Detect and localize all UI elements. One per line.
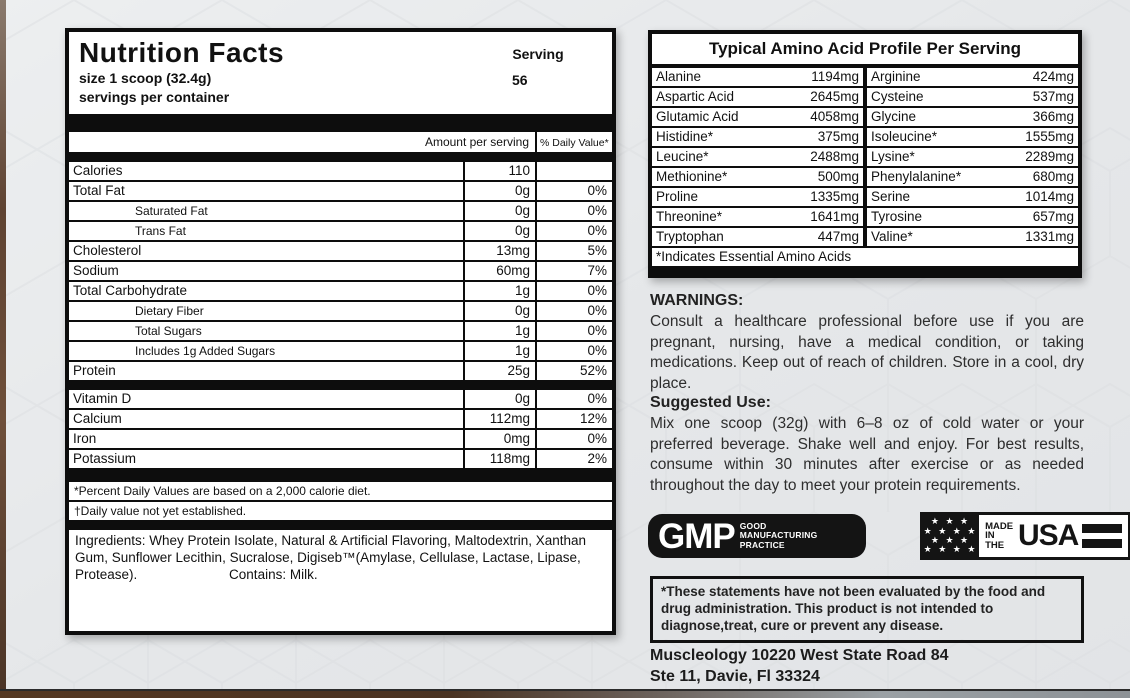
gmp-badge-icon (648, 514, 866, 558)
nutrient-amount: 1g (465, 322, 535, 340)
nutrient-rows (69, 162, 612, 380)
amino-acid-name: Methionine* (656, 169, 728, 184)
footnote-row: †Daily value not yet established. (69, 502, 612, 520)
table-row (69, 362, 612, 380)
serving-count: 56 (512, 72, 528, 88)
suggested-use-section (650, 394, 1084, 496)
thick-separator (69, 520, 612, 530)
amino-acid-name: Phenylalanine* (871, 169, 962, 184)
nutrient-amount: 0g (465, 302, 535, 320)
fda-disclaimer-box: *These statements have not been evaluated by the food and drug administration. This product is not intended to diagnose,treat, cure or prevent any disease. (650, 576, 1084, 643)
amino-acid-name: Tryptophan (656, 229, 724, 244)
suggested-use-heading: Suggested Use: (650, 394, 771, 411)
nutrient-daily-value: 0% (537, 182, 612, 200)
amount-per-serving-header: Amount per serving (69, 132, 535, 152)
amino-acid-cell (867, 148, 1078, 166)
nutrient-label: Total Fat (69, 182, 463, 200)
separator (69, 152, 612, 162)
amino-acid-value: 1335mg (810, 189, 859, 204)
amino-acid-cell (867, 228, 1078, 246)
made-in-usa-text (979, 512, 1130, 560)
certification-badges (648, 512, 1100, 562)
nutrient-label: Saturated Fat (69, 202, 463, 220)
nutrient-label: Protein (69, 362, 463, 380)
ingredients-text: Ingredients: Whey Protein Isolate, Natural & Artificial Flavoring, Maltodextrin, Xanthan Gum, Sunflower Lecithin, Sucralose, Digiseb™(Amylase, Cellulase, Lactase, Lipase, Protease). (75, 533, 586, 582)
nutrient-amount: 25g (465, 362, 535, 380)
amino-acid-value: 2645mg (810, 89, 859, 104)
thick-separator (69, 468, 612, 482)
amino-acid-name: Serine (871, 189, 911, 204)
table-row (69, 302, 612, 320)
table-row (69, 162, 612, 180)
gmp-caption: GOOD MANUFACTURING PRACTICE (739, 520, 818, 550)
amino-acid-footer: *Indicates Essential Amino Acids (652, 248, 1078, 266)
amino-acid-cell (867, 188, 1078, 206)
table-row (69, 390, 612, 408)
nutrient-label: Vitamin D (69, 390, 463, 408)
amino-acid-value: 1014mg (1025, 189, 1074, 204)
nutrient-amount: 60mg (465, 262, 535, 280)
table-row (652, 188, 1078, 206)
address-line-1: Muscleology 10220 West State Road 84 (650, 647, 949, 664)
amino-acid-value: 366mg (1032, 109, 1074, 124)
table-row (69, 282, 612, 300)
amino-acid-name: Isoleucine* (871, 129, 938, 144)
table-row (652, 108, 1078, 126)
servings-per-container-line: servings per container (79, 88, 230, 105)
amino-acid-panel (648, 30, 1082, 278)
amino-acid-name: Glycine (871, 109, 917, 124)
nutrient-label: Calcium (69, 410, 463, 428)
address-line-2: Ste 11, Davie, Fl 33324 (650, 667, 820, 685)
amino-acid-value: 447mg (817, 229, 859, 244)
table-row (69, 342, 612, 360)
amino-acid-value: 657mg (1032, 209, 1074, 224)
amino-acid-value: 424mg (1032, 69, 1074, 84)
amino-acid-cell (652, 68, 863, 86)
vitamin-rows (69, 390, 612, 468)
amino-acid-name: Cysteine (871, 89, 924, 104)
nutrient-amount: 118mg (465, 450, 535, 468)
column-header-row (69, 132, 612, 152)
table-row (652, 148, 1078, 166)
table-row (652, 68, 1078, 86)
amino-acid-name: Lysine* (871, 149, 915, 164)
amino-acid-value: 1194mg (811, 69, 859, 84)
table-row (652, 228, 1078, 246)
nutrient-amount: 13mg (465, 242, 535, 260)
nutrient-daily-value: 0% (537, 282, 612, 300)
nutrient-daily-value (537, 162, 612, 180)
nutrient-label: Total Sugars (69, 322, 463, 340)
footnote-rows (69, 482, 612, 520)
nutrient-daily-value: 52% (537, 362, 612, 380)
gmp-letters: GMP (658, 516, 735, 556)
nutrient-daily-value: 0% (537, 390, 612, 408)
usa-bars-decor (1082, 524, 1122, 548)
amino-acid-cell (867, 208, 1078, 226)
nutrient-daily-value: 0% (537, 430, 612, 448)
amino-acid-cell (867, 108, 1078, 126)
amino-acid-name: Histidine* (656, 129, 714, 144)
nutrient-label: Dietary Fiber (69, 302, 463, 320)
nutrient-label: Potassium (69, 450, 463, 468)
table-row (69, 182, 612, 200)
nutrient-daily-value: 2% (537, 450, 612, 468)
table-row (69, 262, 612, 280)
amino-acid-name: Tyrosine (871, 209, 923, 224)
table-row (652, 208, 1078, 226)
amino-acid-cell (652, 88, 863, 106)
nutrient-daily-value: 0% (537, 302, 612, 320)
amino-acid-cell (652, 188, 863, 206)
nutrient-daily-value: 5% (537, 242, 612, 260)
bottom-edge-band (0, 689, 1130, 698)
stars-icon: ★ ★ ★ ★ ★ ★ ★ ★ ★ ★ ★ ★ ★ ★ (920, 512, 979, 560)
amino-acid-cell (867, 168, 1078, 186)
nutrient-label: Sodium (69, 262, 463, 280)
serving-size-line: size 1 scoop (32.4g) (79, 69, 212, 86)
left-edge-strip (0, 0, 6, 698)
amino-acid-cell (867, 68, 1078, 86)
daily-value-header: % Daily Value* (537, 132, 612, 152)
table-row (69, 430, 612, 448)
made-in-usa-badge-icon (920, 512, 1130, 560)
suggested-use-body: Mix one scoop (32g) with 6–8 oz of cold water or your preferred beverage. Shake well and enjoy. For best results, consume within 30 minutes after exercise or as needed throughout the day to meet your protein requirements. (650, 415, 1084, 494)
nutrient-daily-value: 0% (537, 222, 612, 240)
table-row (69, 202, 612, 220)
amino-acid-cell (652, 168, 863, 186)
nutrient-amount: 0g (465, 222, 535, 240)
nutrient-label: Calories (69, 162, 463, 180)
table-row (69, 410, 612, 428)
amino-acid-cell (652, 108, 863, 126)
nutrient-amount: 110 (465, 162, 535, 180)
amino-acid-cell (652, 208, 863, 226)
nutrient-label: Trans Fat (69, 222, 463, 240)
amino-acid-name: Arginine (871, 69, 921, 84)
amino-acid-name: Proline (656, 189, 699, 204)
serving-label: Serving (512, 46, 564, 62)
amino-acid-value: 1641mg (810, 209, 859, 224)
amino-acid-cell (652, 128, 863, 146)
amino-acid-name: Glutamic Acid (656, 109, 739, 124)
amino-acid-value: 1331mg (1025, 229, 1074, 244)
amino-acid-title: Typical Amino Acid Profile Per Serving (652, 34, 1078, 64)
manufacturer-address (650, 646, 1084, 688)
amino-acid-value: 2289mg (1025, 149, 1074, 164)
nutrient-amount: 0g (465, 202, 535, 220)
nutrient-amount: 1g (465, 282, 535, 300)
amino-acid-rows (652, 68, 1078, 246)
amino-acid-value: 375mg (817, 129, 859, 144)
thick-separator (69, 114, 612, 132)
warnings-body: Consult a healthcare professional before use if you are pregnant, nursing, have a medical condition, or taking medications. Keep out of reach of children. Store in a cool, dry place. (650, 313, 1084, 392)
warnings-heading: WARNINGS: (650, 292, 744, 309)
table-row (69, 242, 612, 260)
nutrient-daily-value: 0% (537, 202, 612, 220)
nutrient-label: Cholesterol (69, 242, 463, 260)
amino-acid-cell (652, 148, 863, 166)
usa-label: USA (1017, 519, 1079, 552)
amino-acid-value: 4058mg (810, 109, 859, 124)
nutrient-amount: 0g (465, 182, 535, 200)
amino-acid-name: Alanine (656, 69, 702, 84)
table-row (652, 88, 1078, 106)
amino-acid-cell (652, 228, 863, 246)
nutrition-facts-header (69, 32, 612, 114)
thick-separator (69, 380, 612, 390)
nutrient-daily-value: 0% (537, 322, 612, 340)
nutrient-label: Total Carbohydrate (69, 282, 463, 300)
nutrition-facts-panel (65, 28, 616, 635)
nutrient-amount: 0mg (465, 430, 535, 448)
serving-count-column (498, 46, 578, 88)
nutrient-amount: 0g (465, 390, 535, 408)
nutrient-label: Iron (69, 430, 463, 448)
nutrient-daily-value: 12% (537, 410, 612, 428)
amino-acid-value: 1555mg (1025, 129, 1074, 144)
nutrient-daily-value: 0% (537, 342, 612, 360)
nutrient-amount: 112mg (465, 410, 535, 428)
amino-acid-name: Threonine* (656, 209, 723, 224)
nutrition-facts-title: Nutrition Facts (79, 37, 285, 68)
warnings-section (650, 292, 1084, 394)
amino-acid-value: 2488mg (810, 149, 859, 164)
table-row (652, 128, 1078, 146)
amino-acid-cell (867, 88, 1078, 106)
table-row (69, 222, 612, 240)
amino-acid-cell (867, 128, 1078, 146)
amino-acid-name: Aspartic Acid (656, 89, 735, 104)
table-row (652, 168, 1078, 186)
ingredients-block (69, 530, 612, 631)
table-row (69, 450, 612, 468)
footnote-row: *Percent Daily Values are based on a 2,000 calorie diet. (69, 482, 612, 500)
amino-acid-name: Leucine* (656, 149, 709, 164)
nutrient-label: Includes 1g Added Sugars (69, 342, 463, 360)
contains-text: Contains: Milk. (229, 566, 318, 582)
amino-acid-name: Valine* (871, 229, 913, 244)
made-in-the-label: MADE IN THE (985, 520, 1014, 551)
amino-acid-value: 537mg (1032, 89, 1074, 104)
table-row (69, 322, 612, 340)
nutrient-daily-value: 7% (537, 262, 612, 280)
nutrient-amount: 1g (465, 342, 535, 360)
amino-acid-value: 500mg (817, 169, 859, 184)
amino-acid-value: 680mg (1032, 169, 1074, 184)
